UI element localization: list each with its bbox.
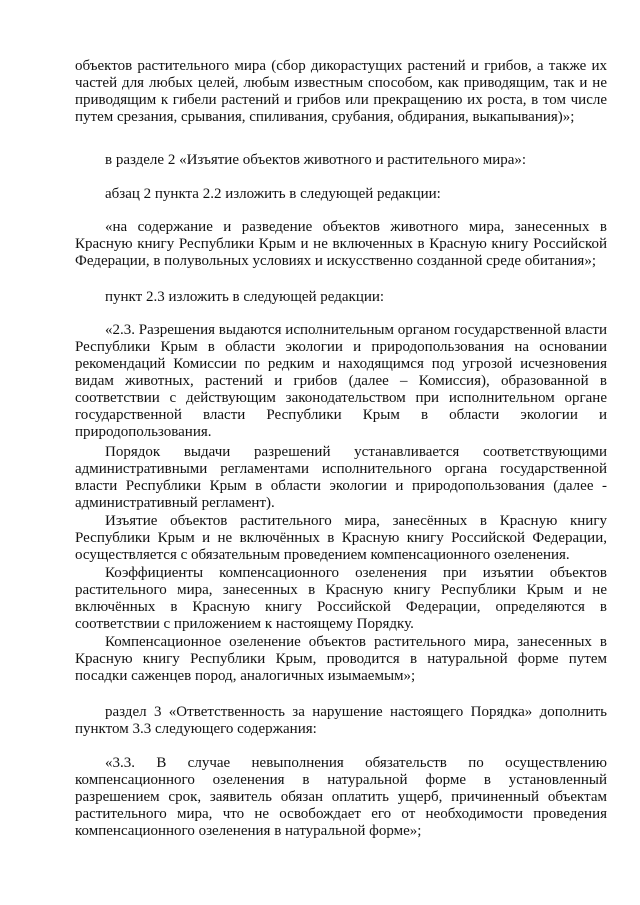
- paragraph-section-2: в разделе 2 «Изъятие объектов животного и растительного мира»:: [105, 152, 527, 168]
- paragraph-izyatie: Изъятие объектов растительного мира, занесённых в Красную книгу Республики Крым и не включённых в Красную книгу Российской Федерации, осуществляется с обязательным проведением компенсационного озеленения.: [75, 513, 607, 563]
- paragraph-continuation: объектов растительного мира (сбор дикорастущих растений и грибов, а также их частей для любых целей, любым известным способом, как приводящим, так и не приводящим к гибели растений и грибов или прекращению их роста, в том числе путем срезания, срывания, спиливания, срубания, обдирания, выкапывания)»;: [75, 58, 607, 125]
- paragraph-razdel-3: раздел 3 «Ответственность за нарушение настоящего Порядка» дополнить пунктом 3.3 следующего содержания:: [75, 704, 607, 737]
- paragraph-poryadok: Порядок выдачи разрешений устанавливается соответствующими административными регламентами исполнительного органа государственной власти Республики Крым в области экологии и природопользования (далее - административный регламент).: [75, 444, 607, 511]
- paragraph-quote-3-3: «3.3. В случае невыполнения обязательств по осуществлению компенсационного озеленения в натуральной форме в установленный разрешением срок, заявитель обязан оплатить ущерб, причиненный объектам растительного мира, что не освобождает его от необходимости проведения компенсационного озеленения в натуральной форме»;: [75, 755, 607, 839]
- paragraph-quote-2-2: «на содержание и разведение объектов животного мира, занесенных в Красную книгу Республики Крым и не включенных в Красную книгу Российской Федерации, в полувольных условиях и искусственно созданной среде обитания»;: [75, 219, 607, 269]
- paragraph-kompensacionnoe: Компенсационное озеленение объектов растительного мира, занесенных в Красную книгу Республики Крым, проводится в натуральной форме путем посадки саженцев пород, аналогичных изымаемым»;: [75, 634, 607, 684]
- paragraph-koefficienty: Коэффициенты компенсационного озеленения при изъятии объектов растительного мира, занесенных в Красную книгу Республики Крым и не включённых в Красную книгу Российской Федерации, определяются в соответствии с приложением к настоящему Порядку.: [75, 565, 607, 632]
- paragraph-abzac-2-2: абзац 2 пункта 2.2 изложить в следующей редакции:: [105, 186, 441, 202]
- paragraph-quote-2-3: «2.3. Разрешения выдаются исполнительным органом государственной власти Республики Крым в области экологии и природопользования на основании рекомендаций Комиссии по редким и находящимся под угрозой исчезновения видам животных, растений и грибов (далее – Комиссия), образованной в соответствии с действующим законодательством при исполнительном органе государственной власти Республики Крым в области экологии и природопользования.: [75, 322, 607, 440]
- paragraph-punkt-2-3: пункт 2.3 изложить в следующей редакции:: [105, 289, 385, 305]
